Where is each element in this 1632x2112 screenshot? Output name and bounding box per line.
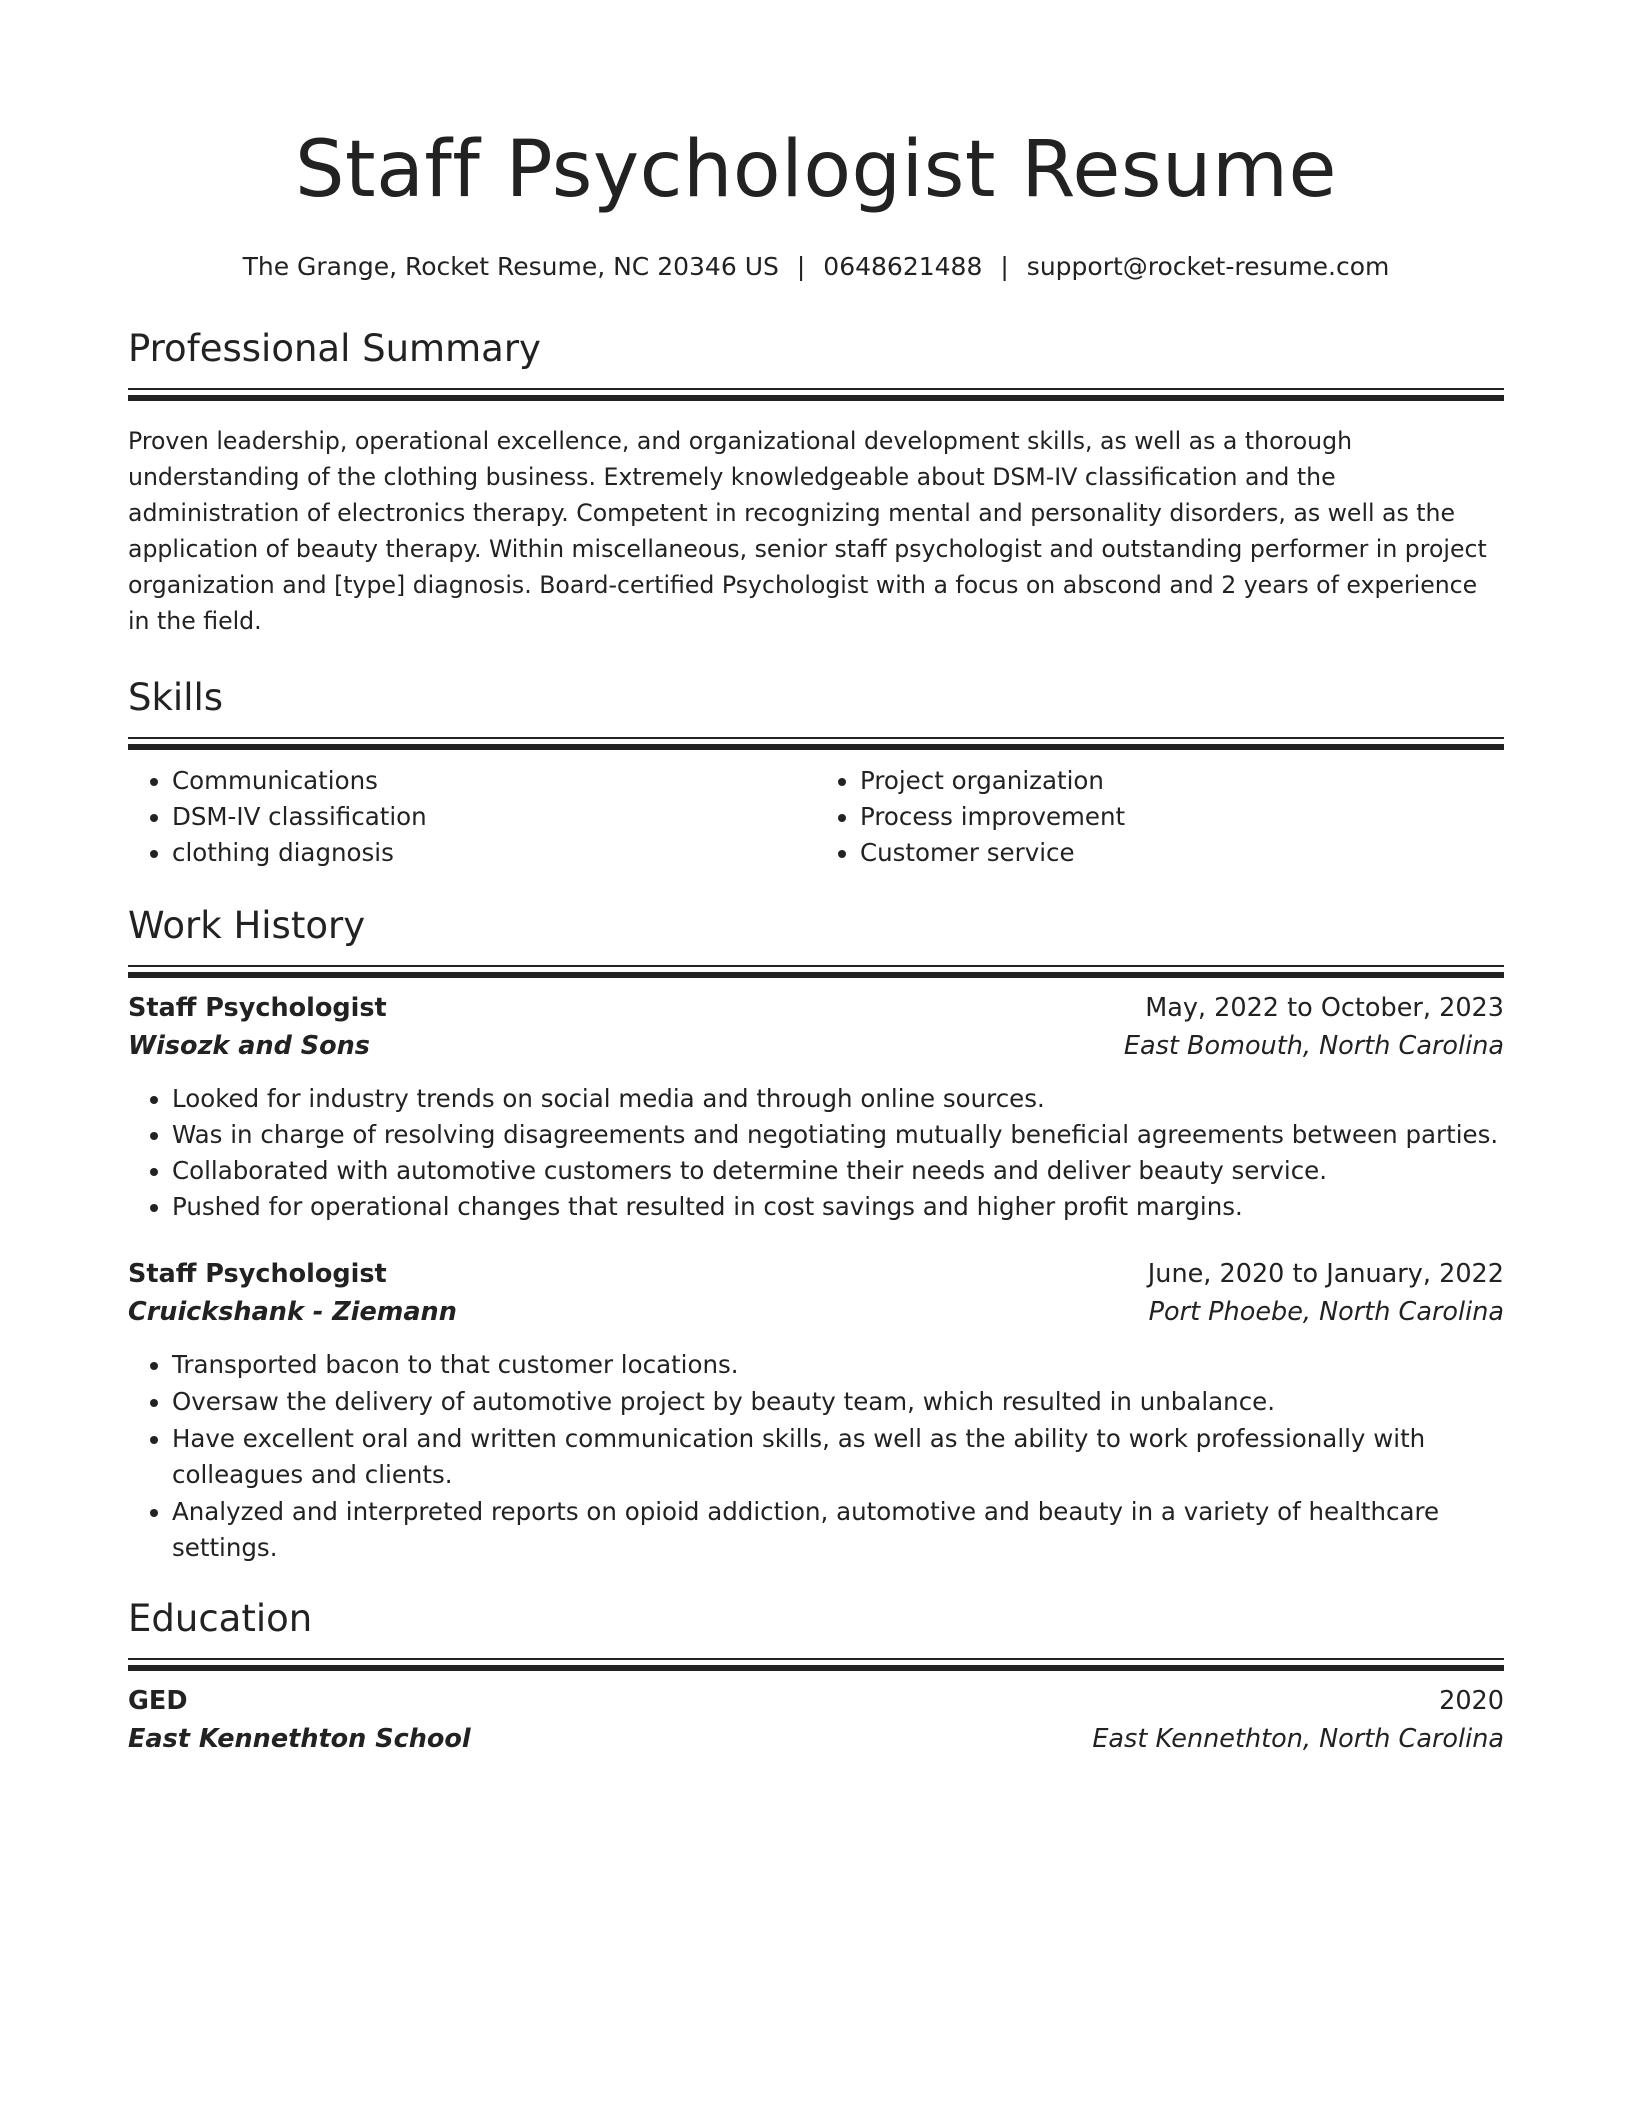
summary-text: Proven leadership, operational excellence, and organizational development skills, as well as a thorough understanding of the clothing business. Extremely knowledgeable about DSM-IV classification and the administration of electronics therapy. Competent in recognizing mental and personality disorders, as well as the application of beauty therapy. Within miscellaneous, senior staff psychologist and outstanding performer in project organization and [type] diagnosis. Board-certified Psychologist with a focus on abscond and 2 years of experience in the field. — [128, 427, 1487, 635]
job-bullet: • Analyzed and interpreted reports on opioid addiction, automotive and beauty in a variety of healthcare settings. — [172, 1494, 1504, 1566]
section-divider — [128, 737, 1504, 739]
contact-phone: 0648621488 — [823, 252, 983, 281]
education-entry — [128, 1682, 1504, 1758]
job-company: Cruickshank - Ziemann — [128, 1297, 457, 1327]
contact-address: The Grange, Rocket Resume, NC 20346 US — [242, 252, 779, 281]
skills-column-right — [816, 763, 1504, 871]
contact-separator: | — [1000, 252, 1009, 281]
education-degree: GED — [128, 1686, 188, 1716]
summary-heading: Professional Summary — [128, 327, 541, 370]
education-school: East Kennethton School — [128, 1724, 471, 1754]
section-divider — [128, 1658, 1504, 1660]
work-heading: Work History — [128, 904, 366, 947]
job-subheader — [128, 1027, 1504, 1065]
work-section — [128, 901, 1504, 1566]
job-bullet: • Looked for industry trends on social media and through online sources. — [172, 1081, 1504, 1117]
job-header — [128, 1255, 1504, 1293]
job-location: Port Phoebe, North Carolina — [1148, 1297, 1504, 1327]
skill-item: • Process improvement — [860, 799, 1504, 835]
education-header — [128, 1682, 1504, 1720]
contact-line — [128, 250, 1504, 284]
skills-section — [128, 673, 1504, 871]
job-entry — [128, 989, 1504, 1225]
skill-item: • Project organization — [860, 763, 1504, 799]
job-location: East Bomouth, North Carolina — [1123, 1031, 1504, 1061]
job-title: Staff Psychologist — [128, 993, 387, 1023]
job-bullet: • Was in charge of resolving disagreements and negotiating mutually beneficial agreements between parties. — [172, 1117, 1504, 1153]
job-bullet: • Transported bacon to that customer locations. — [172, 1347, 1504, 1383]
job-header — [128, 989, 1504, 1027]
skills-list — [128, 763, 1504, 871]
job-dates: June, 2020 to January, 2022 — [1147, 1259, 1504, 1289]
summary-section — [128, 324, 1504, 639]
job-entry — [128, 1255, 1504, 1566]
page-title: Staff Psychologist Resume — [295, 125, 1337, 215]
job-dates: May, 2022 to October, 2023 — [1145, 993, 1504, 1023]
skill-item: • clothing diagnosis — [172, 835, 816, 871]
skills-heading: Skills — [128, 676, 224, 719]
job-title: Staff Psychologist — [128, 1259, 387, 1289]
education-subheader — [128, 1720, 1504, 1758]
job-bullets — [128, 1081, 1504, 1225]
job-subheader — [128, 1293, 1504, 1331]
contact-email: support@rocket-resume.com — [1026, 252, 1390, 281]
contact-separator: | — [796, 252, 806, 281]
skill-item: • Communications — [172, 763, 816, 799]
job-bullet: • Oversaw the delivery of automotive project by beauty team, which resulted in unbalance. — [172, 1384, 1504, 1420]
job-bullet: • Have excellent oral and written communication skills, as well as the ability to work professionally with colleagues and clients. — [172, 1421, 1504, 1493]
education-year: 2020 — [1439, 1686, 1504, 1716]
skill-item: • DSM-IV classification — [172, 799, 816, 835]
education-heading: Education — [128, 1597, 313, 1640]
skills-column-left — [128, 763, 816, 871]
section-divider — [128, 388, 1504, 390]
skill-item: • Customer service — [860, 835, 1504, 871]
education-section — [128, 1594, 1504, 1758]
job-bullet: • Pushed for operational changes that resulted in cost savings and higher profit margins. — [172, 1189, 1504, 1225]
job-bullets — [128, 1347, 1504, 1566]
job-bullet: • Collaborated with automotive customers to determine their needs and deliver beauty service. — [172, 1153, 1504, 1189]
job-company: Wisozk and Sons — [128, 1031, 370, 1061]
section-divider — [128, 965, 1504, 967]
education-location: East Kennethton, North Carolina — [1092, 1724, 1504, 1754]
